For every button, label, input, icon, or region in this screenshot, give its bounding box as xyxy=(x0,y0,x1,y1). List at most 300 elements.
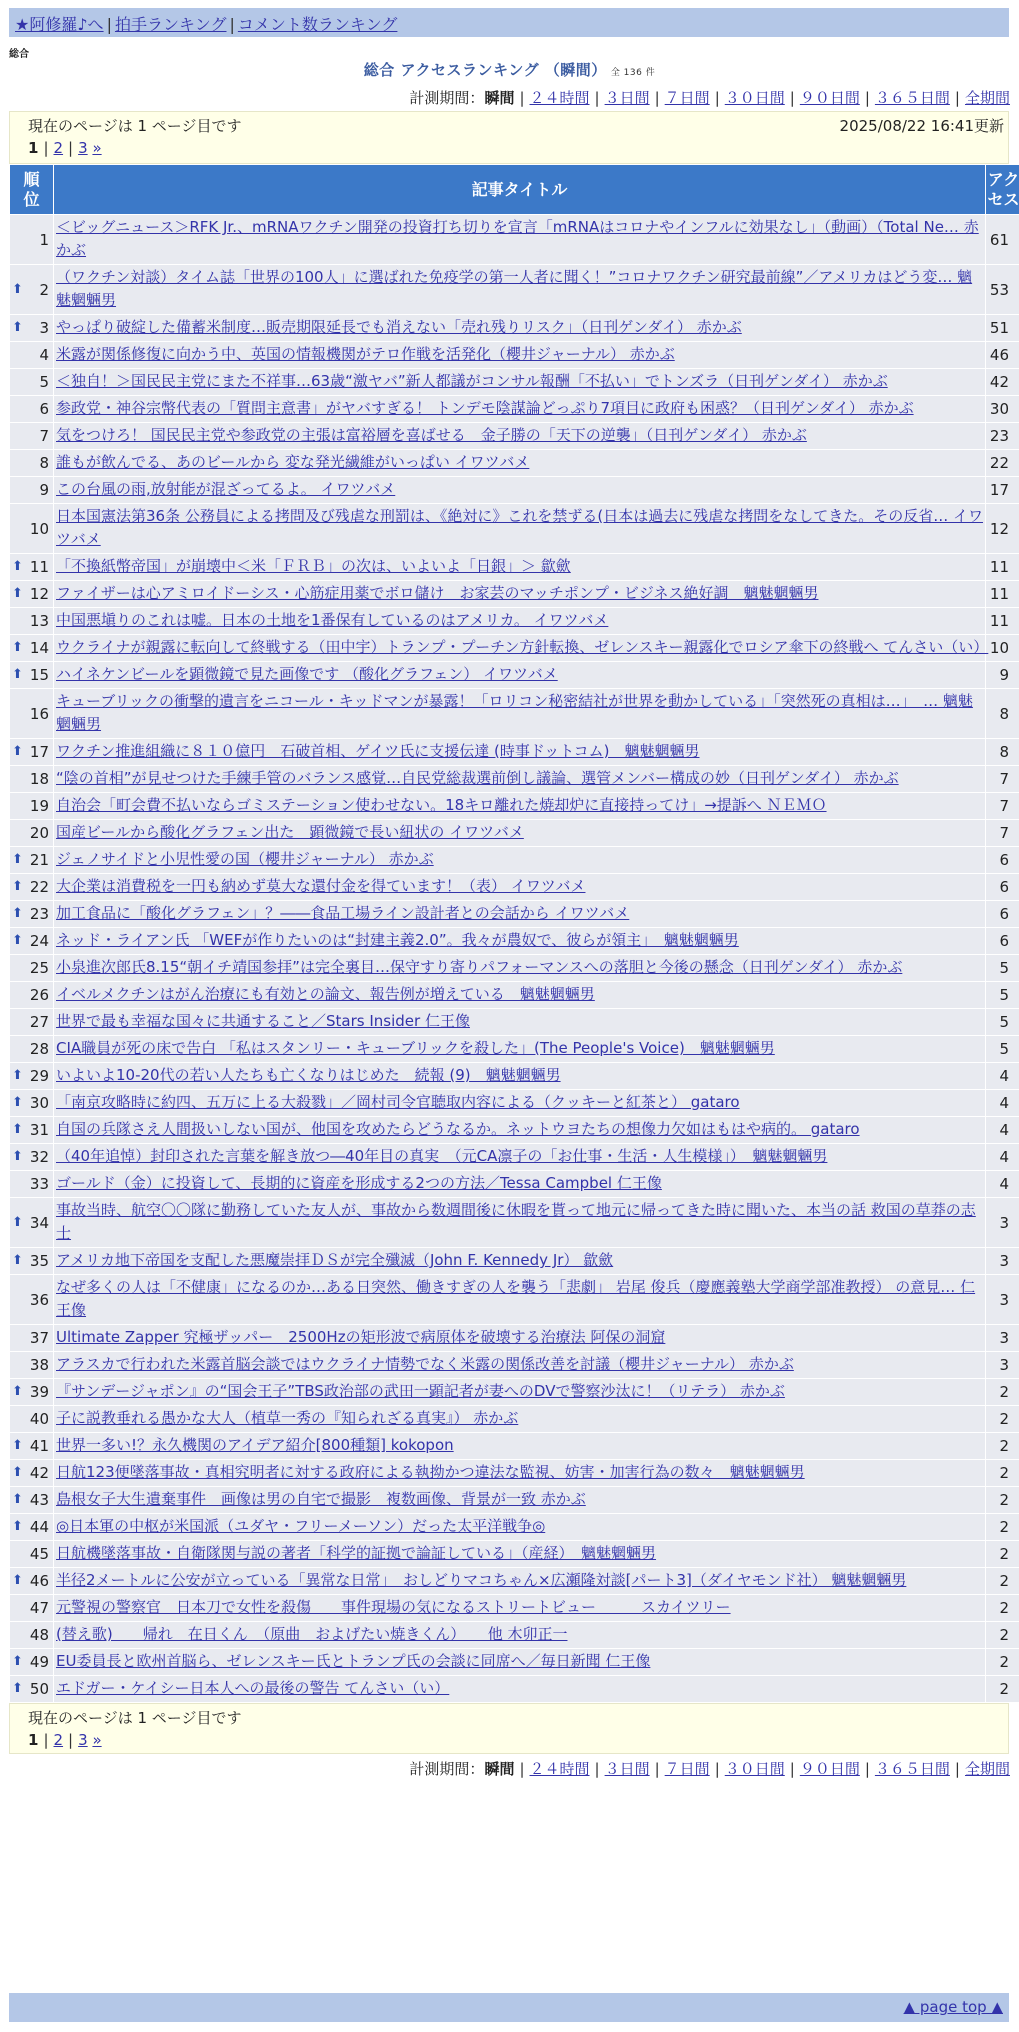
table-row xyxy=(10,955,1019,982)
period-link[interactable]: ３０日間 xyxy=(724,89,785,107)
period-label: 計測期間： xyxy=(409,89,485,107)
article-link[interactable]: イベルメクチンはがん治療にも有効との論文、報告例が増えている 魑魅魍魎男 xyxy=(56,985,595,1003)
period-link[interactable]: ３６５日間 xyxy=(874,89,950,107)
item-count: 全 136 件 xyxy=(610,68,656,78)
access-count: 7 xyxy=(986,820,1019,847)
access-count: 8 xyxy=(986,689,1019,739)
title-cell xyxy=(54,820,986,847)
article-link[interactable]: （40年追悼）封印された言葉を解き放つ―40年目の真実 （元CA凛子の「お仕事・生活・人生模様」） 魑魅魍魎男 xyxy=(56,1147,828,1165)
access-count: 5 xyxy=(986,982,1019,1009)
period-separator: | xyxy=(654,1760,660,1778)
rank-number: 26 xyxy=(29,986,49,1004)
page-status: 現在のページは 1 ページ目です xyxy=(28,1709,242,1727)
access-count: 3 xyxy=(986,1248,1019,1275)
rank-number: 9 xyxy=(39,481,49,499)
period-separator: | xyxy=(594,89,600,107)
access-column-header: アクセス xyxy=(986,165,1019,215)
table-row xyxy=(10,1568,1019,1595)
article-link[interactable]: やっぱり破綻した備蓄米制度…販売期限延長でも消えない「売れ残りリスク」（日刊ゲンダイ） 赤かぶ xyxy=(56,318,742,336)
rank-number: 15 xyxy=(29,666,49,684)
title-column-header: 記事タイトル xyxy=(54,165,986,215)
rank-up-icon: ⬆ xyxy=(12,281,23,297)
article-link[interactable]: 大企業は消費税を一円も納めず莫大な還付金を得ています！（表） イワツバメ xyxy=(56,877,586,895)
article-link[interactable]: 『サンデージャポン』の“国会王子”TBS政治部の武田一顕記者が妻へのDVで警察沙汰に！（リテラ） 赤かぶ xyxy=(56,1382,785,1400)
article-link[interactable]: いよいよ10-20代の若い人たちも亡くなりはじめた 続報 (9) 魑魅魍魎男 xyxy=(56,1066,561,1084)
article-link[interactable]: ジェノサイドと小児性愛の国（櫻井ジャーナル） 赤かぶ xyxy=(56,850,434,868)
page-separator: | xyxy=(68,1731,74,1749)
rank-up-icon: ⬆ xyxy=(12,1149,23,1164)
rank-number: 30 xyxy=(29,1094,49,1112)
rank-up-icon: ⬆ xyxy=(12,586,23,601)
rank-up-icon: ⬆ xyxy=(12,559,23,574)
article-link[interactable]: 参政党・神谷宗幣代表の「質問主意書」がヤバすぎる！ トンデモ陰謀論どっぷり7項目に政府も困惑？（日刊ゲンダイ） 赤かぶ xyxy=(56,399,914,417)
rank-number: 50 xyxy=(29,1680,49,1698)
rank-cell xyxy=(10,1514,54,1541)
article-link[interactable]: 自国の兵隊さえ人間扱いしない国が、他国を攻めたらどうなるか。ネットウヨたちの想像力欠如はもはや病的。 gataro xyxy=(56,1120,860,1138)
access-count: 12 xyxy=(986,504,1019,554)
rank-number: 28 xyxy=(29,1040,49,1058)
rank-cell xyxy=(10,1433,54,1460)
access-count: 51 xyxy=(986,315,1019,342)
table-row xyxy=(10,739,1019,766)
access-count: 11 xyxy=(986,608,1019,635)
title-cell xyxy=(54,1433,986,1460)
rank-up-icon: ⬆ xyxy=(12,320,23,335)
table-row xyxy=(10,1009,1019,1036)
article-link[interactable]: ウクライナが親露に転向して終戦する（田中宇）トランプ・プーチン方針転換、ゼレンスキー親露化でロシア傘下の終戦へ てんさい（い） xyxy=(56,638,989,656)
period-selector-bottom xyxy=(409,1758,1010,1779)
period-link[interactable]: 全期間 xyxy=(964,1760,1010,1778)
access-count: 2 xyxy=(986,1568,1019,1595)
page-top-link[interactable]: ▲ page top ▲ xyxy=(903,1998,1003,2016)
rank-up-icon: ⬆ xyxy=(12,1095,23,1110)
table-row xyxy=(10,1198,1019,1248)
table-row xyxy=(10,581,1019,608)
rank-cell xyxy=(10,901,54,928)
access-count: 3 xyxy=(986,1198,1019,1248)
title-cell xyxy=(54,369,986,396)
article-link[interactable]: EU委員長と欧州首脳ら、ゼレンスキー氏とトランプ氏の会談に同席へ／毎日新聞 仁王像 xyxy=(56,1652,651,1670)
rank-number: 20 xyxy=(29,824,49,842)
title-cell xyxy=(54,928,986,955)
period-link[interactable]: ３日間 xyxy=(604,1760,650,1778)
article-link[interactable]: Ultimate Zapper 究極ザッパー 2500Hzの矩形波で病原体を破壊する治療法 阿保の洞窟 xyxy=(56,1328,666,1346)
title-cell xyxy=(54,1036,986,1063)
rank-up-icon: ⬆ xyxy=(12,744,23,759)
rank-number: 11 xyxy=(29,558,49,576)
period-link[interactable]: 全期間 xyxy=(964,89,1010,107)
title-cell xyxy=(54,554,986,581)
rank-number: 41 xyxy=(29,1437,49,1455)
nav-separator: | xyxy=(106,15,112,34)
table-row xyxy=(10,1117,1019,1144)
period-link[interactable]: ３６５日間 xyxy=(874,1760,950,1778)
access-count: 2 xyxy=(986,1676,1019,1703)
article-link[interactable]: 誰もが飲んでる、あのビールから 変な発光繊維がいっぱい イワツバメ xyxy=(56,453,530,471)
page-link[interactable]: 2 xyxy=(53,1731,64,1749)
rank-up-icon: ⬆ xyxy=(12,1068,23,1083)
access-count: 23 xyxy=(986,423,1019,450)
article-link[interactable]: 半径2メートルに公安が立っている「異常な日常」 おしどりマコちゃん×広瀬隆対談[パート3]（ダイヤモンド社） 魑魅魍魎男 xyxy=(56,1571,907,1589)
article-link[interactable]: ◎日本軍の中枢が米国派（ユダヤ・フリーメーソン）だった太平洋戦争◎ xyxy=(56,1517,546,1535)
title-cell xyxy=(54,1514,986,1541)
title-cell xyxy=(54,766,986,793)
access-count: 6 xyxy=(986,874,1019,901)
article-link[interactable]: ＜ビッグニュース＞RFK Jr.、mRNAワクチン開発の投資打ち切りを宣言「mRNAはコロナやインフルに効果なし」（動画）（Total Ne… 赤かぶ xyxy=(56,218,979,259)
rank-cell xyxy=(10,1487,54,1514)
rank-cell xyxy=(10,450,54,477)
rank-number: 14 xyxy=(29,639,49,657)
period-link[interactable]: ９０日間 xyxy=(799,89,860,107)
table-row xyxy=(10,793,1019,820)
rank-cell xyxy=(10,820,54,847)
access-count: 2 xyxy=(986,1460,1019,1487)
table-row xyxy=(10,1325,1019,1352)
access-count: 53 xyxy=(986,265,1019,315)
table-row xyxy=(10,901,1019,928)
rank-cell xyxy=(10,1568,54,1595)
period-separator: | xyxy=(789,1760,795,1778)
table-row xyxy=(10,1352,1019,1379)
rank-number: 49 xyxy=(29,1653,49,1671)
access-count: 11 xyxy=(986,554,1019,581)
article-link[interactable]: 日航機墜落事故・自衛隊関与説の著者「科学的証拠で論証している」（産経） 魑魅魍魎男 xyxy=(56,1544,657,1562)
access-count: 2 xyxy=(986,1406,1019,1433)
access-count: 17 xyxy=(986,477,1019,504)
period-separator: | xyxy=(864,89,870,107)
bottom-bar xyxy=(9,1993,1009,2022)
rank-number: 43 xyxy=(29,1491,49,1509)
rank-cell xyxy=(10,662,54,689)
article-link[interactable]: 小泉進次郎氏8.15“朝イチ靖国参拝”は完全裏目…保守すり寄りパフォーマンスへの落胆と今後の懸念（日刊ゲンダイ） 赤かぶ xyxy=(56,958,903,976)
article-link[interactable]: 子に説教垂れる愚かな大人（植草一秀の『知られざる真実』） 赤かぶ xyxy=(56,1409,519,1427)
table-row xyxy=(10,369,1019,396)
title-cell xyxy=(54,504,986,554)
comment-ranking-link[interactable]: コメント数ランキング xyxy=(237,15,398,34)
table-row xyxy=(10,1433,1019,1460)
table-row xyxy=(10,874,1019,901)
article-link[interactable]: 中国悪塡りのこれは嘘。日本の土地を1番保有しているのはアメリカ。 イワツバメ xyxy=(56,611,609,629)
access-count: 42 xyxy=(986,369,1019,396)
period-separator: | xyxy=(594,1760,600,1778)
table-row xyxy=(10,928,1019,955)
rank-cell xyxy=(10,1325,54,1352)
access-count: 5 xyxy=(986,1036,1019,1063)
rank-number: 44 xyxy=(29,1518,49,1536)
article-link[interactable]: ＜独自！＞国民民主党にまた不祥事…63歳“激ヤバ”新人都議がコンサル報酬「不払い」でトンズラ（日刊ゲンダイ） 赤かぶ xyxy=(56,372,888,390)
article-link[interactable]: CIA職員が死の床で告白 「私はスタンリー・キューブリックを殺した」(The People's Voice) 魑魅魍魎男 xyxy=(56,1039,775,1057)
rank-number: 21 xyxy=(29,851,49,869)
access-count: 11 xyxy=(986,581,1019,608)
rank-up-icon: ⬆ xyxy=(12,1573,23,1588)
rank-number: 1 xyxy=(39,230,49,249)
article-link[interactable]: ワクチン推進組織に８１０億円 石破首相、ゲイツ氏に支援伝達 (時事ドットコム) 魑魅魍魎男 xyxy=(56,742,700,760)
title-cell xyxy=(54,955,986,982)
table-row xyxy=(10,689,1019,739)
article-link[interactable]: 「南京攻略時に約四、五万に上る大殺戮」／岡村司令官聴取内容による（クッキーと紅茶と） gataro xyxy=(56,1093,740,1111)
clap-ranking-link[interactable]: 拍手ランキング xyxy=(114,15,227,34)
updated-timestamp: 2025/08/22 16:41更新 xyxy=(839,117,1004,135)
rank-cell xyxy=(10,1171,54,1198)
rank-number: 31 xyxy=(29,1121,49,1139)
access-count: 2 xyxy=(986,1622,1019,1649)
table-row xyxy=(10,1541,1019,1568)
rank-number: 38 xyxy=(29,1356,49,1374)
title-cell xyxy=(54,1406,986,1433)
access-count: 4 xyxy=(986,1117,1019,1144)
title-cell xyxy=(54,1352,986,1379)
rank-cell xyxy=(10,982,54,1009)
pagination-bottom xyxy=(28,1731,102,1749)
rank-number: 40 xyxy=(29,1410,49,1428)
period-link[interactable]: ７日間 xyxy=(664,89,710,107)
rank-cell xyxy=(10,315,54,342)
table-row xyxy=(10,1514,1019,1541)
table-row xyxy=(10,1676,1019,1703)
access-count: 4 xyxy=(986,1144,1019,1171)
page-title xyxy=(0,59,1019,80)
rank-cell xyxy=(10,1198,54,1248)
article-link[interactable]: 加工食品に「酸化グラフェン」？――食品工場ライン設計者との会話から イワツバメ xyxy=(56,904,630,922)
rank-number: 27 xyxy=(29,1013,49,1031)
rank-up-icon: ⬆ xyxy=(12,667,23,682)
table-row xyxy=(10,662,1019,689)
title-cell xyxy=(54,581,986,608)
title-cell xyxy=(54,1460,986,1487)
title-cell xyxy=(54,1595,986,1622)
access-count: 4 xyxy=(986,1171,1019,1198)
access-count: 22 xyxy=(986,450,1019,477)
rank-number: 29 xyxy=(29,1067,49,1085)
title-cell xyxy=(54,1487,986,1514)
rank-cell xyxy=(10,1117,54,1144)
period-separator: | xyxy=(654,89,660,107)
table-row xyxy=(10,1406,1019,1433)
rank-number: 45 xyxy=(29,1545,49,1563)
period-separator: | xyxy=(954,1760,960,1778)
title-cell xyxy=(54,1676,986,1703)
rank-number: 48 xyxy=(29,1626,49,1644)
title-cell xyxy=(54,1248,986,1275)
rank-number: 7 xyxy=(39,427,49,445)
rank-up-icon: ⬆ xyxy=(12,640,23,655)
rank-column-header: 順位 xyxy=(10,165,54,215)
rank-cell xyxy=(10,1063,54,1090)
article-link[interactable]: (替え歌) 帰れ 在日くん （原曲 およげたい焼きくん） 他 木卯正一 xyxy=(56,1625,568,1643)
rank-number: 37 xyxy=(29,1329,49,1347)
table-row xyxy=(10,847,1019,874)
access-count: 10 xyxy=(986,635,1019,662)
title-cell xyxy=(54,1090,986,1117)
rank-cell xyxy=(10,423,54,450)
table-row xyxy=(10,1622,1019,1649)
period-link[interactable]: ３日間 xyxy=(604,89,650,107)
rank-up-icon: ⬆ xyxy=(12,1438,23,1453)
table-row xyxy=(10,1063,1019,1090)
nav-separator: | xyxy=(229,15,235,34)
article-link[interactable]: 日航123便墜落事故・真相究明者に対する政府による執拗かつ違法な監視、妨害・加害行為の数々 魑魅魍魎男 xyxy=(56,1463,805,1481)
rank-cell xyxy=(10,1676,54,1703)
article-link[interactable]: 「不換紙幣帝国」が崩壊中＜米「ＦＲＢ」の次は、いよいよ「日銀」＞ 歙歛 xyxy=(56,557,571,575)
rank-cell xyxy=(10,689,54,739)
pagination-top xyxy=(28,139,102,157)
rank-number: 47 xyxy=(29,1599,49,1617)
rank-cell xyxy=(10,342,54,369)
article-link[interactable]: 元警視の警察官 日本刀で女性を殺傷 事件現場の気になるストリートビュー スカイツリー xyxy=(56,1598,731,1616)
rank-number: 6 xyxy=(39,400,49,418)
ranking-table xyxy=(9,164,1019,1703)
title-cell xyxy=(54,1622,986,1649)
ranking-rows xyxy=(10,215,1019,1703)
access-count: 46 xyxy=(986,342,1019,369)
rank-number: 33 xyxy=(29,1175,49,1193)
article-link[interactable]: キューブリックの衝撃的遺言をニコール・キッドマンが暴露！「ロリコン秘密結社が世界を動かしている」「突然死の真相は…」 … 魑魅魍魎男 xyxy=(56,692,973,733)
rank-up-icon: ⬆ xyxy=(12,1214,23,1230)
rank-number: 46 xyxy=(29,1572,49,1590)
rank-up-icon: ⬆ xyxy=(12,1519,23,1534)
table-row xyxy=(10,396,1019,423)
title-cell xyxy=(54,1144,986,1171)
rank-cell xyxy=(10,874,54,901)
rank-cell xyxy=(10,504,54,554)
rank-up-icon: ⬆ xyxy=(12,1681,23,1696)
title-cell xyxy=(54,265,986,315)
rank-number: 8 xyxy=(39,454,49,472)
page-status: 現在のページは 1 ページ目です xyxy=(28,117,242,135)
rank-number: 23 xyxy=(29,905,49,923)
period-link[interactable]: ２４時間 xyxy=(529,1760,590,1778)
access-count: 2 xyxy=(986,1379,1019,1406)
article-link[interactable]: ネッド・ライアン氏 「WEFが作りたいのは“封建主義2.0”。我々が農奴で、彼らが領主」 魑魅魍魎男 xyxy=(56,931,739,949)
access-count: 6 xyxy=(986,928,1019,955)
page-title-text: 総合 アクセスランキング （瞬間） xyxy=(363,61,607,79)
article-link[interactable]: 事故当時、航空〇〇隊に勤務していた友人が、事故から数週間後に休暇を貰って地元に帰ってきた時に聞いた、本当の話 救国の草莽の志士 xyxy=(56,1201,976,1242)
next-page-link[interactable]: » xyxy=(92,1731,102,1749)
title-cell xyxy=(54,1171,986,1198)
rank-number: 18 xyxy=(29,770,49,788)
title-cell xyxy=(54,1009,986,1036)
title-cell xyxy=(54,1198,986,1248)
page-separator: | xyxy=(43,139,49,157)
period-separator: | xyxy=(519,89,525,107)
rank-number: 22 xyxy=(29,878,49,896)
access-count: 2 xyxy=(986,1487,1019,1514)
table-row xyxy=(10,265,1019,315)
rank-number: 3 xyxy=(39,319,49,337)
article-link[interactable]: （ワクチン対談）タイム誌「世界の100人」に選ばれた免疫学の第一人者に聞く！”コロナワクチン研究最前線”／アメリカはどう変… 魑魅魍魎男 xyxy=(56,268,973,309)
access-count: 4 xyxy=(986,1090,1019,1117)
rank-cell xyxy=(10,1090,54,1117)
table-row xyxy=(10,504,1019,554)
rank-cell xyxy=(10,265,54,315)
home-link[interactable]: ★阿修羅♪へ xyxy=(15,15,104,34)
rank-cell xyxy=(10,1649,54,1676)
access-count: 30 xyxy=(986,396,1019,423)
title-cell xyxy=(54,608,986,635)
period-link[interactable]: ７日間 xyxy=(664,1760,710,1778)
access-count: 3 xyxy=(986,1275,1019,1325)
table-row xyxy=(10,1171,1019,1198)
access-count: 6 xyxy=(986,901,1019,928)
page-link[interactable]: 3 xyxy=(78,139,88,157)
article-link[interactable]: アメリカ地下帝国を支配した悪魔崇拝ＤＳが完全殲滅（John F. Kennedy Jr） 歙歛 xyxy=(56,1251,614,1269)
article-link[interactable]: 国産ビールから酸化グラフェン出た 顕微鏡で長い紐状の イワツバメ xyxy=(56,823,524,841)
article-link[interactable]: 世界で最も幸福な国々に共通すること／Stars Insider 仁王像 xyxy=(56,1012,470,1030)
article-link[interactable]: アラスカで行われた米露首脳会談ではウクライナ情勢でなく米露の関係改善を討議（櫻井ジャーナル） 赤かぶ xyxy=(56,1355,794,1373)
rank-number: 42 xyxy=(29,1464,49,1482)
period-link[interactable]: ３０日間 xyxy=(724,1760,785,1778)
rank-up-icon: ⬆ xyxy=(12,933,23,948)
table-row xyxy=(10,554,1019,581)
article-link[interactable]: ゴールド（金）に投資して、長期的に資産を形成する2つの方法／Tessa Campbel 仁王像 xyxy=(56,1174,662,1192)
period-link[interactable]: ２４時間 xyxy=(529,89,590,107)
article-link[interactable]: ハイネケンビールを顕微鏡で見た画像です （酸化グラフェン） イワツバメ xyxy=(56,665,558,683)
access-count: 3 xyxy=(986,1325,1019,1352)
next-page-link[interactable]: » xyxy=(92,139,102,157)
period-selector-top xyxy=(409,87,1010,108)
article-link[interactable]: “陰の首相”が見せつけた手練手管のバランス感覚…自民党総裁選前倒し議論、選管メンバー構成の妙（日刊ゲンダイ） 赤かぶ xyxy=(56,769,899,787)
access-count: 9 xyxy=(986,662,1019,689)
rank-cell xyxy=(10,635,54,662)
title-cell xyxy=(54,477,986,504)
title-cell xyxy=(54,847,986,874)
rank-cell xyxy=(10,1460,54,1487)
page-current: 1 xyxy=(28,139,39,157)
article-link[interactable]: なぜ多くの人は「不健康」になるのか…ある日突然、働きすぎの人を襲う「悲劇」 岩尾 俊兵（慶應義塾大学商学部准教授） の意見… 仁王像 xyxy=(56,1278,976,1319)
article-link[interactable]: 自治会「町会費不払いならゴミステーション使わせない。18キロ離れた焼却炉に直接持ってけ」→提訴へ ＮＥＭＯ xyxy=(56,796,827,814)
table-row xyxy=(10,342,1019,369)
table-row xyxy=(10,1275,1019,1325)
article-link[interactable]: 日本国憲法第36条 公務員による拷問及び残虐な刑罰は、《絶対に》これを禁ずる(日本は過去に残虐な拷問をなしてきた。その反省… イワツバメ xyxy=(56,507,983,548)
article-link[interactable]: エドガー・ケイシー日本人への最後の警告 てんさい（い） xyxy=(56,1679,450,1697)
article-link[interactable]: 島根女子大生遺棄事件 画像は男の自宅で撮影 複数画像、背景が一致 赤かぶ xyxy=(56,1490,586,1508)
page-info-top xyxy=(9,111,1009,164)
table-row xyxy=(10,477,1019,504)
rank-number: 39 xyxy=(29,1383,49,1401)
table-row xyxy=(10,766,1019,793)
article-link[interactable]: この台風の雨,放射能が混ざってるよ。 イワツバメ xyxy=(56,480,396,498)
article-link[interactable]: ファイザーは心アミロイドーシス・心筋症用薬でボロ儲け お家芸のマッチポンプ・ビジネス絶好調 魑魅魍魎男 xyxy=(56,584,819,602)
page-link[interactable]: 2 xyxy=(53,139,64,157)
article-link[interactable]: 気をつけろ！ 国民民主党や参政党の主張は富裕層を喜ばせる 金子勝の「天下の逆襲」（日刊ゲンダイ） 赤かぶ xyxy=(56,426,807,444)
table-row xyxy=(10,1649,1019,1676)
page-link[interactable]: 3 xyxy=(78,1731,88,1749)
table-row xyxy=(10,1248,1019,1275)
period-link[interactable]: ９０日間 xyxy=(799,1760,860,1778)
rank-up-icon: ⬆ xyxy=(12,852,23,867)
access-count: 2 xyxy=(986,1649,1019,1676)
rank-cell xyxy=(10,847,54,874)
rank-cell xyxy=(10,396,54,423)
title-cell xyxy=(54,662,986,689)
access-count: 2 xyxy=(986,1595,1019,1622)
rank-cell xyxy=(10,955,54,982)
access-count: 7 xyxy=(986,793,1019,820)
article-link[interactable]: 米露が関係修復に向かう中、英国の情報機関がテロ作戦を活発化（櫻井ジャーナル） 赤かぶ xyxy=(56,345,675,363)
table-row xyxy=(10,1144,1019,1171)
article-link[interactable]: 世界一多い!？永久機関のアイデア紹介[800種類] kokopon xyxy=(56,1436,454,1454)
title-cell xyxy=(54,982,986,1009)
rank-up-icon: ⬆ xyxy=(12,879,23,894)
period-label: 計測期間： xyxy=(409,1760,485,1778)
rank-cell xyxy=(10,1144,54,1171)
title-cell xyxy=(54,1649,986,1676)
access-count: 8 xyxy=(986,739,1019,766)
table-row xyxy=(10,1595,1019,1622)
rank-number: 25 xyxy=(29,959,49,977)
title-cell xyxy=(54,689,986,739)
access-count: 2 xyxy=(986,1541,1019,1568)
